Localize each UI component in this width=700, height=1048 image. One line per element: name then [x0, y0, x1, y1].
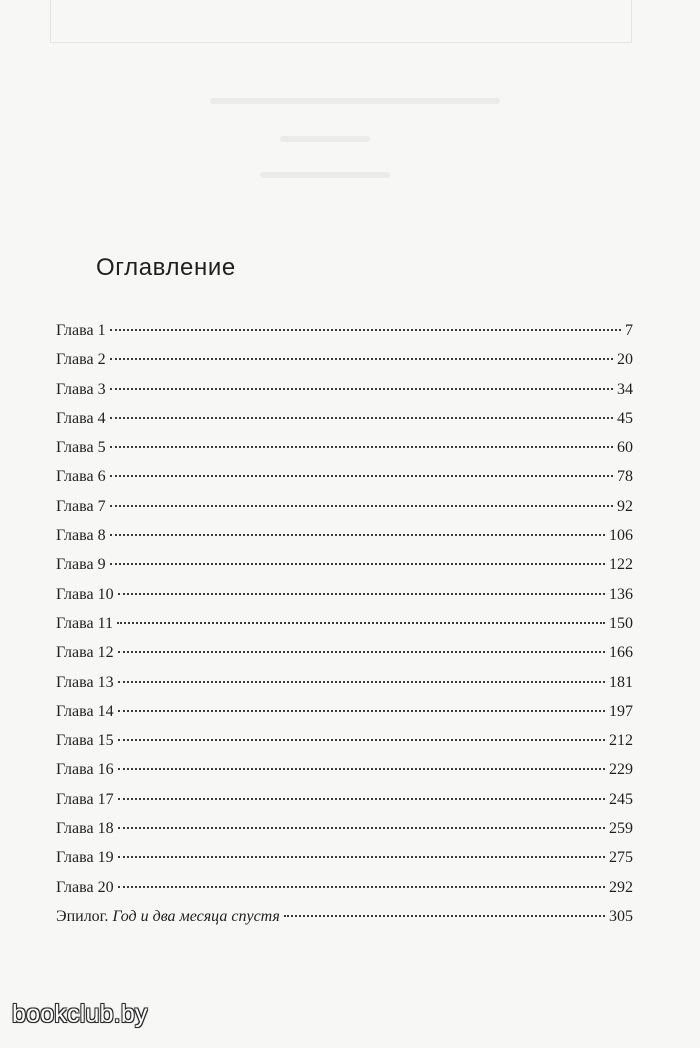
toc-entry-page: 136 [609, 585, 633, 603]
toc-entry-page: 60 [617, 439, 633, 457]
toc-entry [56, 498, 633, 527]
dot-leader [110, 388, 613, 390]
dot-leader [118, 886, 605, 888]
toc-entry-page: 7 [625, 322, 633, 339]
toc-entry-label [56, 556, 106, 574]
bleed-through-text [260, 172, 390, 178]
dot-leader [110, 358, 613, 360]
toc-entry [56, 791, 633, 820]
toc-entry-page: 212 [609, 732, 633, 750]
toc-entry-label-text: Глава 10 [56, 585, 114, 603]
dot-leader [118, 768, 605, 770]
toc-entry [56, 351, 633, 380]
toc-entry-label-text: Глава 3 [56, 380, 106, 398]
toc-entry [56, 674, 633, 703]
toc-entry [56, 586, 633, 615]
toc-entry-page: 292 [609, 878, 633, 896]
toc-entry-label-text: Глава 5 [56, 439, 106, 457]
watermark: bookclub.by [12, 1000, 148, 1028]
toc-entry [56, 849, 633, 878]
toc-entry [56, 703, 633, 732]
dot-leader [118, 710, 605, 712]
toc-entry-subtitle: Год и два месяца спустя [112, 907, 280, 925]
dot-leader [110, 329, 621, 331]
toc-entry-page: 122 [609, 556, 633, 574]
toc-entry-label [56, 410, 106, 428]
toc-entry [56, 879, 633, 908]
dot-leader [118, 827, 605, 829]
dot-leader [110, 505, 613, 507]
toc-entry-label [56, 820, 114, 838]
toc-entry [56, 908, 633, 937]
dot-leader [110, 475, 613, 477]
toc-entry-label [56, 439, 106, 457]
toc-entry-label [56, 761, 114, 779]
toc-entry [56, 410, 633, 439]
toc-entry-label-text: Глава 8 [56, 527, 106, 545]
toc-entry-label-text: Глава 12 [56, 644, 114, 662]
toc-entry-label-text: Глава 4 [56, 409, 106, 427]
toc-entry-page: 34 [617, 380, 633, 398]
toc-entry [56, 468, 633, 497]
page-title: Оглавление [96, 254, 236, 281]
toc-entry-page: 197 [609, 702, 633, 720]
toc-entry [56, 761, 633, 790]
toc-entry-page: 92 [617, 497, 633, 515]
toc-entry [56, 439, 633, 468]
toc-entry-page: 229 [609, 761, 633, 779]
toc-entry-label [56, 791, 114, 809]
toc-entry-page: 78 [617, 468, 633, 486]
toc-entry-label [56, 879, 114, 897]
dot-leader [110, 563, 605, 565]
dot-leader [110, 446, 613, 448]
toc-entry-page: 166 [609, 644, 633, 662]
toc-entry-label [56, 703, 114, 721]
dot-leader [284, 915, 605, 917]
toc-entry-label [56, 732, 114, 750]
toc-entry-label [56, 849, 114, 867]
toc-entry-page: 106 [609, 527, 633, 545]
toc-entry-label [56, 527, 106, 545]
toc-entry [56, 644, 633, 673]
dot-leader [110, 534, 605, 536]
toc-entry-page: 150 [609, 614, 633, 632]
toc-entry-label-text: Глава 7 [56, 497, 106, 515]
table-of-contents [56, 322, 633, 937]
toc-entry-label-text: Глава 13 [56, 673, 114, 691]
dot-leader [118, 681, 605, 683]
toc-entry-label [56, 615, 113, 633]
toc-entry-label-text: Глава 19 [56, 849, 114, 867]
bleed-through-text [280, 136, 370, 142]
toc-entry-page: 45 [617, 409, 633, 427]
toc-entry-label [56, 644, 114, 662]
toc-entry [56, 732, 633, 761]
toc-entry-label [56, 908, 280, 926]
toc-entry-label-text: Глава 20 [56, 878, 114, 896]
dot-leader [118, 798, 605, 800]
toc-entry-page: 305 [609, 907, 633, 925]
dot-leader [118, 593, 605, 595]
toc-entry-label [56, 674, 114, 692]
toc-entry-label-text: Глава 17 [56, 790, 114, 808]
toc-entry-page: 245 [609, 790, 633, 808]
toc-entry [56, 820, 633, 849]
toc-entry-label-text: Эпилог. [56, 907, 109, 925]
toc-entry [56, 556, 633, 585]
toc-entry-label [56, 586, 114, 604]
toc-entry-page: 275 [609, 849, 633, 867]
toc-entry-label-text: Глава 9 [56, 556, 106, 574]
toc-entry [56, 381, 633, 410]
toc-entry-label-text: Глава 6 [56, 468, 106, 486]
toc-entry-page: 181 [609, 673, 633, 691]
toc-entry-label [56, 351, 106, 369]
toc-entry-label [56, 498, 106, 516]
toc-entry-page: 20 [617, 351, 633, 369]
bleed-through-box [50, 0, 632, 43]
toc-entry-label [56, 381, 106, 399]
toc-entry-page: 259 [609, 820, 633, 838]
toc-entry-label-text: Глава 2 [56, 351, 106, 369]
toc-entry-label [56, 468, 106, 486]
toc-entry [56, 322, 633, 351]
dot-leader [118, 651, 605, 653]
toc-entry-label-text: Глава 1 [56, 322, 106, 339]
toc-entry-label-text: Глава 14 [56, 702, 114, 720]
dot-leader [117, 622, 605, 624]
toc-entry-label-text: Глава 16 [56, 761, 114, 779]
toc-entry-label-text: Глава 15 [56, 732, 114, 750]
toc-entry-label [56, 322, 106, 340]
bleed-through-text [210, 98, 500, 104]
dot-leader [110, 417, 613, 419]
toc-entry-label-text: Глава 11 [56, 614, 113, 632]
dot-leader [118, 739, 605, 741]
dot-leader [118, 856, 605, 858]
toc-entry-label-text: Глава 18 [56, 820, 114, 838]
toc-entry [56, 527, 633, 556]
toc-entry [56, 615, 633, 644]
